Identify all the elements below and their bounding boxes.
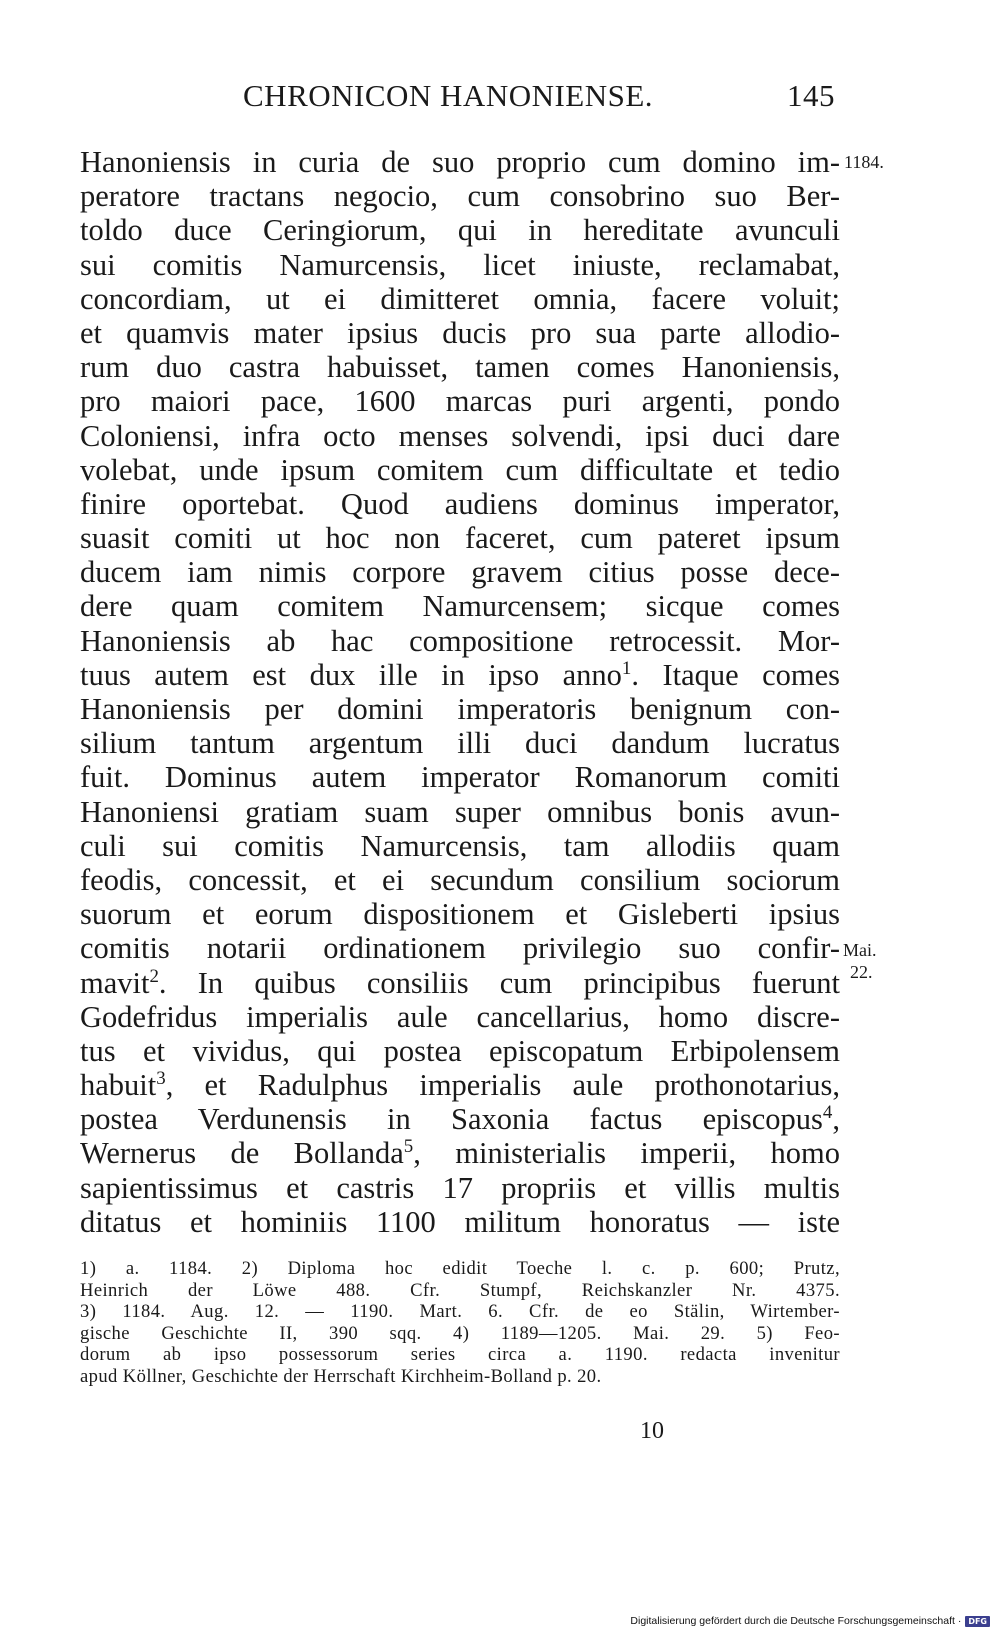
text-line: et quamvis mater ipsius ducis pro sua parte allodio- bbox=[80, 315, 840, 350]
footnote-marker: 2 bbox=[149, 965, 159, 987]
margin-year: 1184. bbox=[844, 152, 884, 172]
signature-mark: 10 bbox=[640, 1418, 664, 1444]
text-line: feodis, concessit, et ei secundum consilium sociorum bbox=[80, 862, 840, 897]
text-line: peratore tractans negocio, cum consobrino suo Ber- bbox=[80, 179, 840, 214]
text-line bbox=[80, 1136, 840, 1170]
text-line: comitis notarii ordinationem privilegio suo confir- bbox=[80, 931, 840, 966]
text-line: volebat, unde ipsum comitem cum difficultate et tedio bbox=[80, 452, 840, 487]
text-line bbox=[80, 966, 840, 1000]
running-title: CHRONICON HANONIENSE. bbox=[243, 78, 654, 113]
text-line: ditatus et hominiis 1100 militum honoratus — iste bbox=[80, 1204, 840, 1239]
text-line: fuit. Dominus autem imperator Romanorum comiti bbox=[80, 760, 840, 795]
footnote-line: apud Köllner, Geschichte der Herrschaft Kirchheim-Bolland p. 20. bbox=[80, 1365, 602, 1387]
text-line: suorum et eorum dispositionem et Gisleberti ipsius bbox=[80, 897, 840, 932]
text-line: rum duo castra habuisset, tamen comes Hanoniensis, bbox=[80, 350, 840, 385]
margin-day: 22. bbox=[850, 962, 873, 982]
footnote-line: Heinrich der Löwe 488. Cfr. Stumpf, Reichskanzler Nr. 4375. bbox=[80, 1279, 840, 1301]
text-line: suasit comiti ut hoc non faceret, cum pateret ipsum bbox=[80, 521, 840, 556]
text-line: Hanoniensi gratiam suam super omnibus bonis avun- bbox=[80, 794, 840, 829]
footnote-line: dorum ab ipso possessorum series circa a. 1190. redacta invenitur bbox=[80, 1344, 840, 1365]
text-line: Hanoniensis per domini imperatoris benignum con- bbox=[80, 692, 840, 726]
text-line: finire oportebat. Quod audiens dominus imperator, bbox=[80, 486, 840, 521]
text-line bbox=[80, 1068, 840, 1102]
text-line: Hanoniensis ab hac compositione retrocessit. Mor- bbox=[80, 623, 840, 658]
text-line: silium tantum argentum illi duci dandum lucratus bbox=[80, 726, 840, 761]
dfg-logo: DFG bbox=[965, 1616, 990, 1627]
text-fragment: Wernerus de Bollanda bbox=[80, 1136, 404, 1171]
main-text bbox=[80, 145, 840, 1239]
page-number: 145 bbox=[787, 78, 835, 113]
text-line: concordiam, ut ei dimitteret omnia, facere voluit; bbox=[80, 281, 840, 316]
footnote-line: 1) a. 1184. 2) Diploma hoc edidit Toeche l. c. p. 600; Prutz, bbox=[80, 1258, 840, 1279]
text-line: culi sui comitis Namurcensis, tam allodiis quam bbox=[80, 828, 840, 863]
text-fragment: habuit bbox=[80, 1068, 157, 1103]
text-fragment: . In quibus consiliis cum principibus fuerunt bbox=[158, 965, 840, 1000]
text-fragment: , bbox=[832, 1102, 840, 1137]
text-line bbox=[80, 1102, 840, 1136]
running-header bbox=[80, 70, 835, 120]
footnote-marker: 4 bbox=[822, 1102, 833, 1124]
text-line: pro maiori pace, 1600 marcas puri argenti, pondo bbox=[80, 384, 840, 419]
text-line: Coloniensi, infra octo menses solvendi, ipsi duci dare bbox=[80, 418, 840, 453]
text-fragment: postea Verdunensis in Saxonia factus episcopus bbox=[80, 1102, 823, 1137]
text-fragment: , et Radulphus imperialis aule prothonotarius, bbox=[165, 1068, 840, 1103]
text-line: sui comitis Namurcensis, licet iniuste, reclamabat, bbox=[80, 247, 840, 282]
margin-month: Mai. bbox=[843, 940, 877, 960]
footnote-marker: 1 bbox=[621, 657, 632, 679]
footnote-line: gische Geschichte II, 390 sqq. 4) 1189—1205. Mai. 29. 5) Feo- bbox=[80, 1322, 840, 1344]
footnote-marker: 3 bbox=[156, 1067, 166, 1089]
text-line bbox=[80, 658, 840, 692]
footnotes bbox=[80, 1258, 840, 1387]
footnote-line: 3) 1184. Aug. 12. — 1190. Mart. 6. Cfr. de eo Stälin, Wirtember- bbox=[80, 1301, 840, 1322]
text-fragment: tuus autem est dux ille in ipso anno bbox=[80, 657, 622, 692]
text-line: sapientissimus et castris 17 propriis et villis multis bbox=[80, 1170, 840, 1205]
text-line: Godefridus imperialis aule cancellarius, homo discre- bbox=[80, 999, 840, 1034]
text-line: dere quam comitem Namurcensem; sicque comes bbox=[80, 589, 840, 624]
text-fragment: . Itaque comes bbox=[631, 657, 841, 692]
credit-text: Digitalisierung gefördert durch die Deutsche Forschungsgemeinschaft · bbox=[630, 1615, 962, 1627]
text-fragment: mavit bbox=[80, 965, 150, 1000]
text-line: Hanoniensis in curia de suo proprio cum domino im- bbox=[80, 145, 840, 179]
text-line: toldo duce Ceringiorum, qui in hereditate avunculi bbox=[80, 213, 840, 248]
footnote-marker: 5 bbox=[403, 1136, 414, 1158]
digitization-credit bbox=[630, 1615, 990, 1627]
text-line: tus et vividus, qui postea episcopatum Erbipolensem bbox=[80, 1033, 840, 1068]
text-fragment: , ministerialis imperii, homo bbox=[413, 1136, 840, 1171]
text-line: ducem iam nimis corpore gravem citius posse dece- bbox=[80, 555, 840, 590]
